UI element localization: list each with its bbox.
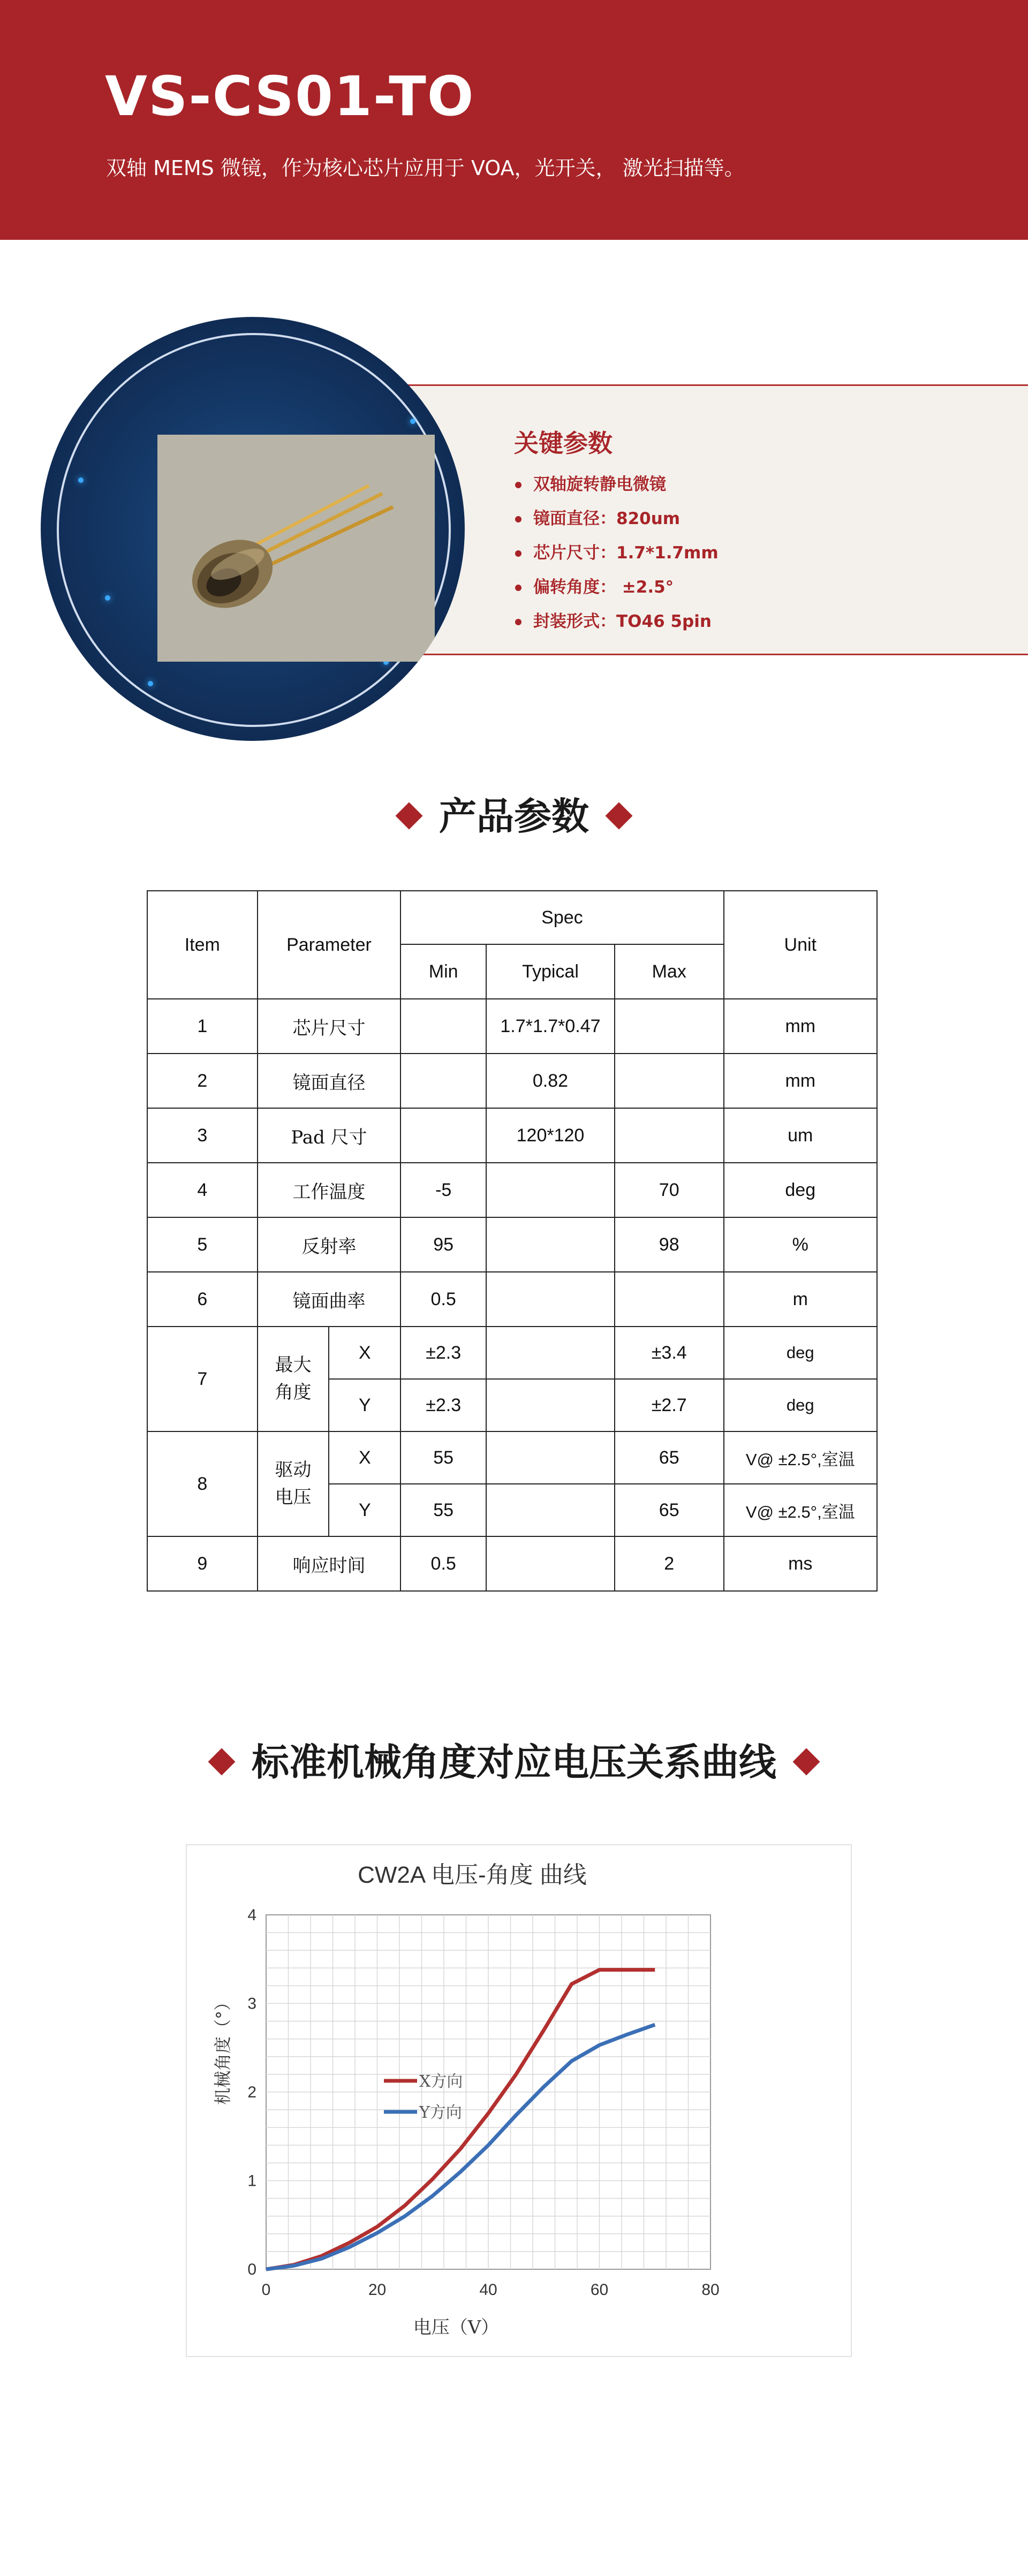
- cell-typical: [486, 1217, 615, 1272]
- key-params-title: 关键参数: [514, 429, 613, 458]
- cell-min: 0.5: [400, 1536, 486, 1591]
- diamond-icon: [606, 802, 633, 829]
- header-max: Max: [615, 944, 724, 999]
- table-row: [147, 999, 877, 1054]
- header-parameter: Parameter: [258, 891, 401, 999]
- cell-unit: mm: [724, 999, 877, 1054]
- table-row: [147, 1054, 877, 1108]
- table-row: [147, 1217, 877, 1272]
- cell-max: 98: [615, 1217, 724, 1272]
- header-item: Item: [147, 891, 258, 999]
- diamond-icon: [396, 802, 423, 829]
- cell-typical: [486, 1163, 615, 1217]
- cell-unit: V@ ±2.5°,室温: [724, 1484, 877, 1536]
- product-params-title: 产品参数: [439, 794, 589, 838]
- voltage-angle-chart: [187, 1845, 851, 2356]
- cell-max: [615, 1272, 724, 1327]
- cell-min: ±2.3: [400, 1327, 486, 1379]
- cell-min: -5: [400, 1163, 486, 1217]
- cell-typical: [486, 1536, 615, 1591]
- cell-max: [615, 1054, 724, 1108]
- cell-min: [400, 999, 486, 1054]
- cell-typical: 0.82: [486, 1054, 615, 1108]
- key-param-item: 镜面直径：820um: [514, 511, 719, 545]
- cell-item: 4: [147, 1163, 258, 1217]
- cell-unit: um: [724, 1108, 877, 1163]
- glow-dot: [410, 419, 415, 424]
- x-tick-label: 0: [261, 2281, 271, 2299]
- cell-typical: [486, 1431, 615, 1484]
- diamond-icon: [208, 1748, 236, 1775]
- header-typical: Typical: [486, 944, 615, 999]
- product-title: VS-CS01-TO: [105, 65, 475, 128]
- header-min: Min: [400, 944, 486, 999]
- cell-max: ±3.4: [615, 1327, 724, 1379]
- cell-unit: mm: [724, 1054, 877, 1108]
- cell-parameter: 响应时间: [258, 1536, 401, 1591]
- cell-min: 0.5: [400, 1272, 486, 1327]
- cell-parameter: 驱动 电压: [258, 1431, 329, 1536]
- chart-container: [186, 1844, 852, 2357]
- legend-label: Y方向: [419, 2103, 462, 2122]
- cell-typical: [486, 1272, 615, 1327]
- cell-unit: V@ ±2.5°,室温: [724, 1431, 877, 1484]
- y-tick-label: 4: [247, 1906, 256, 1924]
- y-axis-label: 机械角度（°）: [213, 1993, 233, 2105]
- header-unit: Unit: [724, 891, 877, 999]
- cell-item: 1: [147, 999, 258, 1054]
- key-param-item: 偏转角度： ±2.5°: [514, 579, 719, 613]
- cell-unit: m: [724, 1272, 877, 1327]
- key-param-item: 芯片尺寸：1.7*1.7mm: [514, 545, 719, 579]
- cell-min: 55: [400, 1431, 486, 1484]
- y-tick-label: 0: [247, 2261, 256, 2278]
- cell-parameter: 镜面直径: [258, 1054, 401, 1108]
- cell-max: 65: [615, 1431, 724, 1484]
- cell-typical: [486, 1327, 615, 1379]
- cell-item: 6: [147, 1272, 258, 1327]
- x-tick-label: 20: [368, 2281, 387, 2299]
- cell-typical: [486, 1379, 615, 1431]
- cell-min: ±2.3: [400, 1379, 486, 1431]
- table-row: [147, 1536, 877, 1591]
- cell-item: 3: [147, 1108, 258, 1163]
- cell-parameter: Pad 尺寸: [258, 1108, 401, 1163]
- glow-dot: [148, 681, 153, 686]
- glow-dot: [105, 595, 110, 601]
- cell-parameter: 工作温度: [258, 1163, 401, 1217]
- curve-heading: [0, 1740, 1028, 1784]
- cell-axis: Y: [329, 1379, 400, 1431]
- cell-unit: deg: [724, 1379, 877, 1431]
- table-row: [147, 1431, 877, 1484]
- x-tick-label: 60: [590, 2281, 609, 2299]
- cell-item: 5: [147, 1217, 258, 1272]
- y-tick-label: 3: [247, 1995, 256, 2013]
- y-tick-label: 2: [247, 2083, 256, 2101]
- cell-unit: %: [724, 1217, 877, 1272]
- x-tick-label: 80: [701, 2281, 720, 2299]
- chart-title: CW2A 电压-角度 曲线: [358, 1862, 587, 1888]
- cell-max: 2: [615, 1536, 724, 1591]
- cell-max: [615, 999, 724, 1054]
- cell-item: 8: [147, 1431, 258, 1536]
- x-axis-label: 电压（V）: [413, 2317, 500, 2338]
- key-params-list: [514, 476, 719, 648]
- glow-dot: [78, 478, 84, 483]
- table-row: [147, 1108, 877, 1163]
- cell-unit: ms: [724, 1536, 877, 1591]
- spec-table-body: [147, 999, 877, 1591]
- key-param-item: 双轴旋转静电微镜: [514, 476, 719, 511]
- cell-item: 2: [147, 1054, 258, 1108]
- cell-unit: deg: [724, 1163, 877, 1217]
- x-tick-label: 40: [479, 2281, 497, 2299]
- cell-min: 55: [400, 1484, 486, 1536]
- product-params-heading: [0, 794, 1028, 838]
- key-param-item: 封装形式：TO46 5pin: [514, 613, 719, 648]
- spec-table: [147, 890, 878, 1592]
- product-subtitle: 双轴 MEMS 微镜，作为核心芯片应用于 VOA，光开关， 激光扫描等。: [106, 156, 745, 180]
- y-tick-label: 1: [247, 2172, 256, 2190]
- table-row: [147, 1327, 877, 1379]
- header-banner: [0, 0, 1028, 240]
- cell-parameter: 芯片尺寸: [258, 999, 401, 1054]
- cell-axis: X: [329, 1327, 400, 1379]
- hero-section: [0, 300, 1028, 739]
- cell-min: 95: [400, 1217, 486, 1272]
- table-row: [147, 1272, 877, 1327]
- diamond-icon: [793, 1748, 820, 1775]
- cell-max: ±2.7: [615, 1379, 724, 1431]
- cell-axis: Y: [329, 1484, 400, 1536]
- cell-typical: 1.7*1.7*0.47: [486, 999, 615, 1054]
- cell-axis: X: [329, 1431, 400, 1484]
- cell-parameter: 反射率: [258, 1217, 401, 1272]
- product-photo: [157, 435, 435, 662]
- product-image-circle: [41, 317, 465, 741]
- cell-item: 7: [147, 1327, 258, 1431]
- cell-min: [400, 1108, 486, 1163]
- cell-max: 65: [615, 1484, 724, 1536]
- table-row: [147, 1163, 877, 1217]
- cell-parameter: 最大 角度: [258, 1327, 329, 1431]
- cell-typical: [486, 1484, 615, 1536]
- cell-max: 70: [615, 1163, 724, 1217]
- curve-title: 标准机械角度对应电压关系曲线: [252, 1740, 776, 1784]
- header-spec: Spec: [400, 891, 723, 944]
- cell-unit: deg: [724, 1327, 877, 1379]
- legend-label: X方向: [419, 2072, 463, 2091]
- cell-max: [615, 1108, 724, 1163]
- cell-item: 9: [147, 1536, 258, 1591]
- cell-typical: 120*120: [486, 1108, 615, 1163]
- cell-min: [400, 1054, 486, 1108]
- cell-parameter: 镜面曲率: [258, 1272, 401, 1327]
